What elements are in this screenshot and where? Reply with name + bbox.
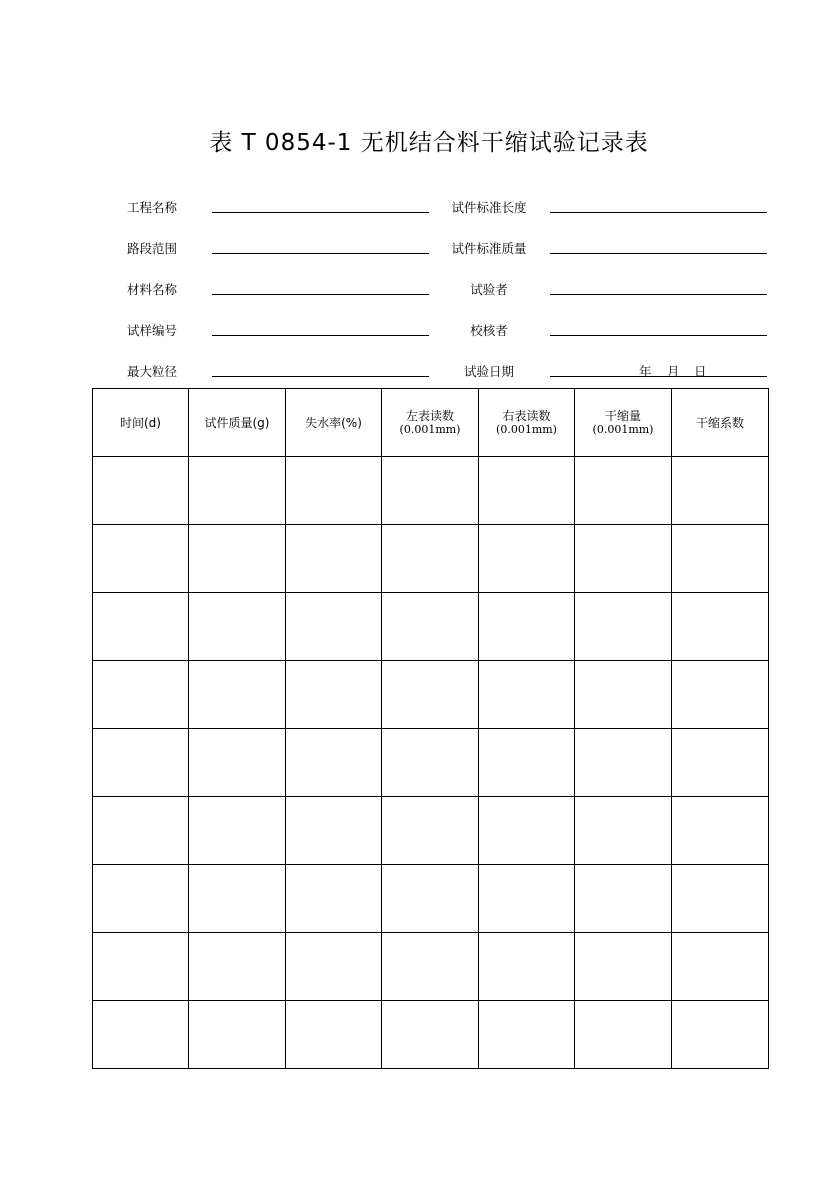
field-input-checker[interactable] (550, 335, 767, 336)
table-cell[interactable] (93, 593, 189, 661)
column-header-specimen-mass: 试件质量(g) (189, 389, 286, 457)
table-cell[interactable] (93, 457, 189, 525)
field-label-section-range: 路段范围 (126, 241, 177, 256)
table-row (93, 1001, 769, 1069)
date-day-label: 日 (694, 364, 707, 379)
field-input-project-name[interactable] (212, 212, 429, 213)
column-header-shrinkage-coefficient: 干缩系数 (672, 389, 769, 457)
table-row (93, 933, 769, 1001)
column-unit: (0.001mm) (399, 422, 461, 436)
table-cell[interactable] (382, 933, 479, 1001)
table-cell[interactable] (672, 933, 769, 1001)
table-cell[interactable] (672, 593, 769, 661)
table-cell[interactable] (575, 525, 672, 593)
field-label-material-name: 材料名称 (126, 282, 177, 297)
table-cell[interactable] (286, 661, 382, 729)
field-label-max-particle-size: 最大粒径 (126, 364, 177, 379)
table-cell[interactable] (575, 661, 672, 729)
table-cell[interactable] (189, 525, 286, 593)
table-cell[interactable] (672, 797, 769, 865)
column-header-left-gauge: 左表读数 (0.001mm) (382, 389, 479, 457)
table-cell[interactable] (286, 797, 382, 865)
table-row (93, 661, 769, 729)
table-cell[interactable] (672, 525, 769, 593)
table-cell[interactable] (93, 661, 189, 729)
table-cell[interactable] (479, 525, 575, 593)
table-cell[interactable] (286, 865, 382, 933)
table-cell[interactable] (93, 525, 189, 593)
table-row (93, 865, 769, 933)
table-cell[interactable] (575, 933, 672, 1001)
field-input-tester[interactable] (550, 294, 767, 295)
table-cell[interactable] (382, 661, 479, 729)
table-row (93, 525, 769, 593)
table-cell[interactable] (93, 1001, 189, 1069)
table-cell[interactable] (189, 457, 286, 525)
date-units (550, 362, 767, 378)
field-input-standard-mass[interactable] (550, 253, 767, 254)
table-cell[interactable] (189, 729, 286, 797)
table-cell[interactable] (382, 729, 479, 797)
table-cell[interactable] (382, 1001, 479, 1069)
table-cell[interactable] (672, 661, 769, 729)
table-cell[interactable] (575, 593, 672, 661)
table-cell[interactable] (286, 593, 382, 661)
column-header-right-gauge: 右表读数 (0.001mm) (479, 389, 575, 457)
field-label-tester: 试验者 (470, 282, 508, 297)
table-cell[interactable] (479, 797, 575, 865)
column-header-shrinkage: 干缩量 (0.001mm) (575, 389, 672, 457)
table-cell[interactable] (286, 933, 382, 1001)
table-cell[interactable] (479, 865, 575, 933)
table-cell[interactable] (575, 1001, 672, 1069)
table-row (93, 729, 769, 797)
field-label-checker: 校核者 (470, 323, 508, 338)
table-cell[interactable] (382, 525, 479, 593)
table-header-row (93, 389, 769, 457)
field-label-sample-number: 试样编号 (126, 323, 177, 338)
table-cell[interactable] (189, 797, 286, 865)
table-cell[interactable] (189, 865, 286, 933)
table-row (93, 797, 769, 865)
field-label-project-name: 工程名称 (126, 200, 177, 215)
table-body (93, 457, 769, 1069)
field-input-material-name[interactable] (212, 294, 429, 295)
column-unit: (0.001mm) (592, 422, 654, 436)
table-cell[interactable] (479, 593, 575, 661)
table-cell[interactable] (479, 457, 575, 525)
table-cell[interactable] (672, 1001, 769, 1069)
column-header-time: 时间(d) (93, 389, 189, 457)
table-cell[interactable] (575, 457, 672, 525)
date-year-label: 年 (639, 364, 652, 379)
field-label-standard-mass: 试件标准质量 (451, 241, 527, 256)
table-cell[interactable] (672, 729, 769, 797)
table-cell[interactable] (672, 457, 769, 525)
table-cell[interactable] (189, 661, 286, 729)
table-row (93, 593, 769, 661)
table-cell[interactable] (93, 933, 189, 1001)
table-cell[interactable] (479, 1001, 575, 1069)
table-cell[interactable] (93, 797, 189, 865)
table-cell[interactable] (93, 865, 189, 933)
table-cell[interactable] (382, 797, 479, 865)
table-cell[interactable] (286, 457, 382, 525)
field-input-standard-length[interactable] (550, 212, 767, 213)
table-row (93, 457, 769, 525)
table-cell[interactable] (189, 1001, 286, 1069)
table-cell[interactable] (382, 593, 479, 661)
table-cell[interactable] (189, 933, 286, 1001)
field-input-max-particle-size[interactable] (212, 376, 429, 377)
field-label-standard-length: 试件标准长度 (451, 200, 527, 215)
table-cell[interactable] (286, 1001, 382, 1069)
table-cell[interactable] (479, 729, 575, 797)
table-cell[interactable] (382, 865, 479, 933)
page-title: 表 T 0854-1 无机结合料干缩试验记录表 (209, 130, 649, 156)
column-unit: (0.001mm) (496, 422, 557, 436)
table-cell[interactable] (382, 457, 479, 525)
table-cell[interactable] (479, 933, 575, 1001)
field-input-sample-number[interactable] (212, 335, 429, 336)
table-cell[interactable] (575, 729, 672, 797)
table-cell[interactable] (672, 865, 769, 933)
column-header-water-loss-rate: 失水率(%) (286, 389, 382, 457)
table-cell[interactable] (93, 729, 189, 797)
table-cell[interactable] (575, 865, 672, 933)
table-cell[interactable] (575, 797, 672, 865)
table-cell[interactable] (189, 593, 286, 661)
field-label-test-date: 试验日期 (463, 364, 514, 379)
date-month-label: 月 (667, 364, 680, 379)
table-cell[interactable] (479, 661, 575, 729)
record-table (92, 388, 769, 1069)
table-cell[interactable] (286, 729, 382, 797)
table-cell[interactable] (286, 525, 382, 593)
field-input-section-range[interactable] (212, 253, 429, 254)
